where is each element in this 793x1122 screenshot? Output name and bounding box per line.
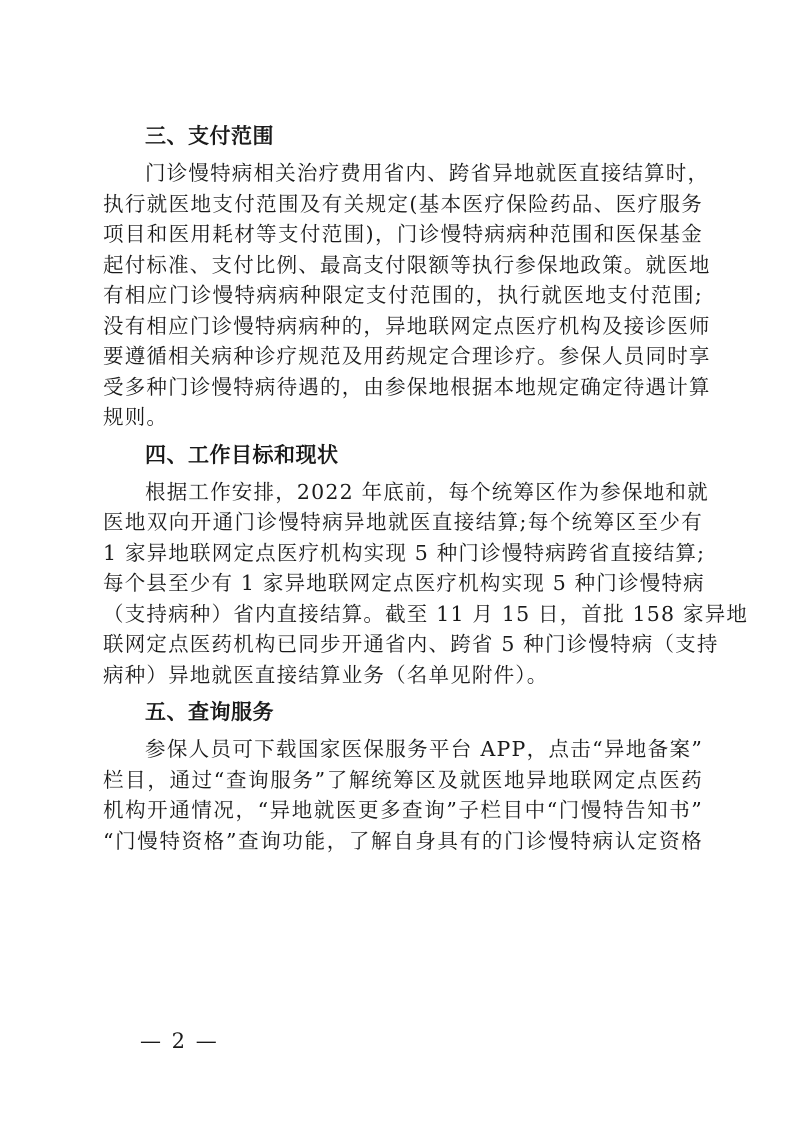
section-heading-goals-status: 四、工作目标和现状 — [145, 442, 339, 467]
document-body — [103, 121, 749, 863]
text-line: 要遵循相关病种诊疗规范及用药规定合理诊疗。参保人员同时享 — [103, 344, 711, 368]
text-line: （支持病种）省内直接结算。截至 11 月 15 日，首批 158 家异地 — [103, 601, 749, 626]
section-heading-payment-scope: 三、支付范围 — [145, 124, 274, 148]
text-line: 1 家异地联网定点医疗机构实现 5 种门诊慢特病跨省直接结算; — [103, 540, 706, 565]
text-line: 联网定点医药机构已同步开通省内、跨省 5 种门诊慢特病（支持 — [103, 632, 719, 656]
text-line: 规则。 — [103, 405, 169, 429]
text-line: 受多种门诊慢特病待遇的，由参保地根据本地规定确定待遇计算 — [103, 374, 711, 399]
text-line: 项目和医用耗材等支付范围)，门诊慢特病病种范围和医保基金 — [103, 222, 703, 246]
text-line: 执行就医地支付范围及有关规定(基本医疗保险药品、医疗服务 — [103, 191, 703, 216]
page-number: — 2 — — [140, 1029, 219, 1053]
text-line: 病种）异地就医直接结算业务（名单见附件）。 — [103, 662, 549, 687]
text-line: “门慢特资格”查询功能，了解自身具有的门诊慢特病认定资格 — [103, 828, 703, 853]
section-heading-query-service: 五、查询服务 — [145, 700, 274, 724]
text-line: 每个县至少有 1 家异地联网定点医疗机构实现 5 种门诊慢特病 — [103, 571, 705, 595]
text-line: 医地双向开通门诊慢特病异地就医直接结算;每个统筹区至少有 — [103, 510, 703, 534]
paragraph-query-service — [103, 734, 703, 856]
text-line: 机构开通情况，“异地就医更多查询”子栏目中“门慢特告知书” — [103, 798, 703, 822]
text-line: 参保人员可下载国家医保服务平台 APP，点击“异地备案” — [145, 737, 703, 761]
text-line: 有相应门诊慢特病病种限定支付范围的，执行就医地支付范围; — [103, 283, 703, 307]
paragraph-payment-scope — [103, 158, 711, 433]
text-line: 根据工作安排，2022 年底前，每个统筹区作为参保地和就 — [145, 479, 709, 504]
text-line: 栏目，通过“查询服务”了解统筹区及就医地异地联网定点医药 — [103, 767, 703, 792]
text-line: 没有相应门诊慢特病病种的，异地联网定点医疗机构及接诊医师 — [103, 313, 711, 338]
paragraph-goals-status — [103, 477, 749, 691]
text-line: 起付标准、支付比例、最高支付限额等执行参保地政策。就医地 — [103, 252, 711, 277]
text-line: 门诊慢特病相关治疗费用省内、跨省异地就医直接结算时， — [145, 161, 710, 185]
